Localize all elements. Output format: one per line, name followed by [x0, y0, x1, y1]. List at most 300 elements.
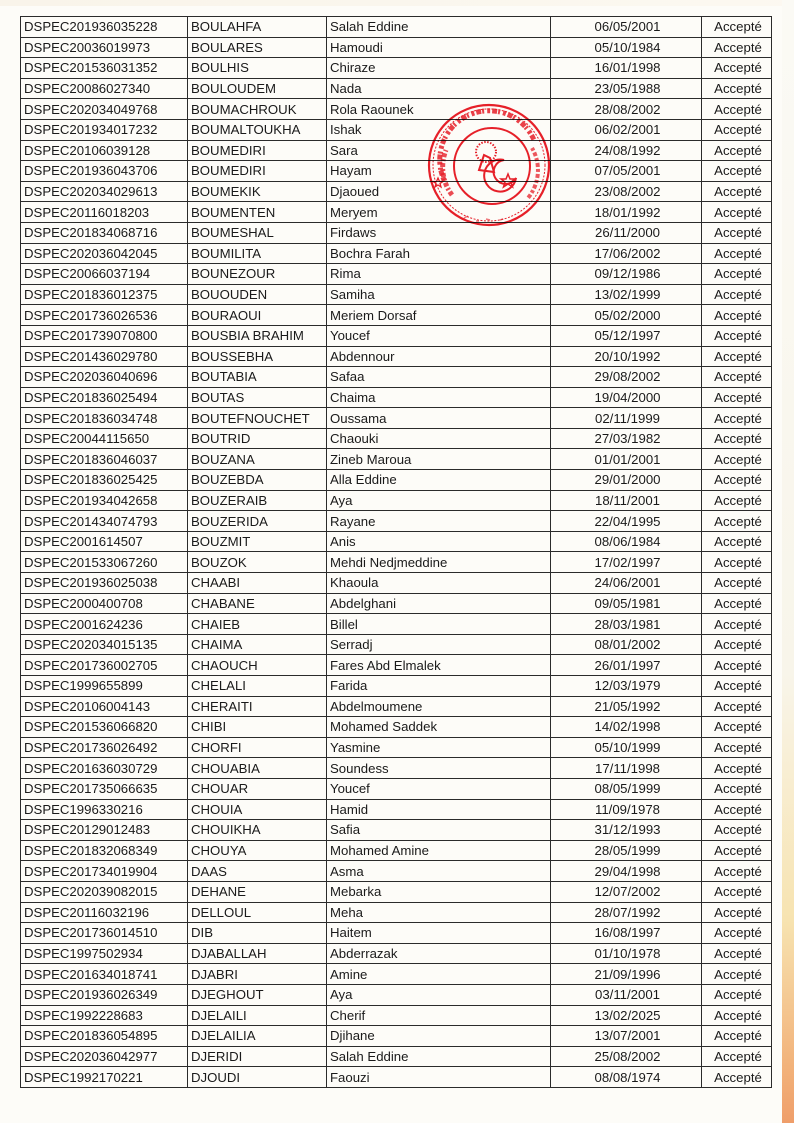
cell-id: DSPEC201936035228 — [21, 17, 188, 38]
cell-birth-date: 08/06/1984 — [551, 531, 702, 552]
cell-birth-date: 06/02/2001 — [551, 119, 702, 140]
cell-id: DSPEC201636030729 — [21, 758, 188, 779]
cell-first-name: Abdelghani — [327, 593, 551, 614]
cell-id: DSPEC202036042977 — [21, 1046, 188, 1067]
cell-birth-date: 27/03/1982 — [551, 428, 702, 449]
cell-last-name: BOULOUDEM — [188, 78, 327, 99]
table-row — [21, 490, 772, 511]
cell-birth-date: 08/05/1999 — [551, 778, 702, 799]
cell-first-name: Chaouki — [327, 428, 551, 449]
cell-id: DSPEC201832068349 — [21, 840, 188, 861]
table-row — [21, 614, 772, 635]
cell-id: DSPEC201634018741 — [21, 964, 188, 985]
cell-first-name: Aya — [327, 490, 551, 511]
cell-last-name: CHOUIKHA — [188, 820, 327, 841]
cell-first-name: Cherif — [327, 1005, 551, 1026]
table-row — [21, 1005, 772, 1026]
cell-first-name: Firdaws — [327, 222, 551, 243]
cell-status: Accepté — [702, 367, 772, 388]
cell-status: Accepté — [702, 676, 772, 697]
cell-status: Accepté — [702, 573, 772, 594]
cell-status: Accepté — [702, 243, 772, 264]
cell-id: DSPEC20106004143 — [21, 696, 188, 717]
table-row — [21, 573, 772, 594]
cell-status: Accepté — [702, 881, 772, 902]
table-row — [21, 346, 772, 367]
cell-birth-date: 09/12/1986 — [551, 264, 702, 285]
cell-birth-date: 06/05/2001 — [551, 17, 702, 38]
cell-birth-date: 14/02/1998 — [551, 717, 702, 738]
cell-last-name: BOUTAS — [188, 387, 327, 408]
table-row — [21, 37, 772, 58]
table-row — [21, 593, 772, 614]
cell-first-name: Chiraze — [327, 58, 551, 79]
cell-last-name: CHORFI — [188, 737, 327, 758]
cell-birth-date: 08/01/2002 — [551, 634, 702, 655]
cell-last-name: BOUMEKIK — [188, 181, 327, 202]
cell-id: DSPEC201836034748 — [21, 408, 188, 429]
table-row — [21, 181, 772, 202]
table-row — [21, 325, 772, 346]
cell-status: Accepté — [702, 284, 772, 305]
cell-birth-date: 21/09/1996 — [551, 964, 702, 985]
table-row — [21, 1046, 772, 1067]
cell-first-name: Djaoued — [327, 181, 551, 202]
cell-id: DSPEC1999655899 — [21, 676, 188, 697]
cell-last-name: BOUMILITA — [188, 243, 327, 264]
candidates-table — [20, 16, 772, 1088]
table-row — [21, 861, 772, 882]
cell-id: DSPEC1992170221 — [21, 1067, 188, 1088]
cell-first-name: Sara — [327, 140, 551, 161]
cell-birth-date: 16/08/1997 — [551, 923, 702, 944]
cell-status: Accepté — [702, 387, 772, 408]
cell-id: DSPEC201739070800 — [21, 325, 188, 346]
cell-birth-date: 13/07/2001 — [551, 1026, 702, 1047]
cell-status: Accepté — [702, 758, 772, 779]
cell-id: DSPEC201936025038 — [21, 573, 188, 594]
cell-first-name: Mebarka — [327, 881, 551, 902]
cell-status: Accepté — [702, 1005, 772, 1026]
table-row — [21, 1067, 772, 1088]
cell-first-name: Hayam — [327, 161, 551, 182]
cell-id: DSPEC201934017232 — [21, 119, 188, 140]
table-row — [21, 470, 772, 491]
cell-id: DSPEC20116032196 — [21, 902, 188, 923]
table-row — [21, 264, 772, 285]
cell-status: Accepté — [702, 840, 772, 861]
cell-first-name: Bochra Farah — [327, 243, 551, 264]
cell-birth-date: 24/06/2001 — [551, 573, 702, 594]
cell-last-name: DJABALLAH — [188, 943, 327, 964]
cell-first-name: Alla Eddine — [327, 470, 551, 491]
cell-birth-date: 28/08/2002 — [551, 99, 702, 120]
table-row — [21, 799, 772, 820]
cell-status: Accepté — [702, 119, 772, 140]
cell-first-name: Djihane — [327, 1026, 551, 1047]
cell-first-name: Mohamed Amine — [327, 840, 551, 861]
cell-last-name: CHAOUCH — [188, 655, 327, 676]
cell-status: Accepté — [702, 799, 772, 820]
cell-birth-date: 12/07/2002 — [551, 881, 702, 902]
cell-last-name: CHOUAR — [188, 778, 327, 799]
table-row — [21, 58, 772, 79]
cell-birth-date: 29/04/1998 — [551, 861, 702, 882]
cell-last-name: BOUZMIT — [188, 531, 327, 552]
cell-last-name: BOULAHFA — [188, 17, 327, 38]
cell-birth-date: 17/11/1998 — [551, 758, 702, 779]
cell-id: DSPEC201934042658 — [21, 490, 188, 511]
cell-status: Accepté — [702, 490, 772, 511]
cell-id: DSPEC201536066820 — [21, 717, 188, 738]
cell-status: Accepté — [702, 408, 772, 429]
cell-first-name: Abdelmoumene — [327, 696, 551, 717]
table-row — [21, 305, 772, 326]
cell-id: DSPEC20036019973 — [21, 37, 188, 58]
cell-last-name: BOUZANA — [188, 449, 327, 470]
cell-first-name: Zineb Maroua — [327, 449, 551, 470]
cell-status: Accepté — [702, 78, 772, 99]
cell-id: DSPEC201836054895 — [21, 1026, 188, 1047]
cell-first-name: Samiha — [327, 284, 551, 305]
cell-last-name: DELLOUL — [188, 902, 327, 923]
cell-status: Accepté — [702, 593, 772, 614]
cell-first-name: Aya — [327, 984, 551, 1005]
cell-last-name: BOUMEDIRI — [188, 140, 327, 161]
cell-birth-date: 29/01/2000 — [551, 470, 702, 491]
cell-status: Accepté — [702, 140, 772, 161]
cell-first-name: Yasmine — [327, 737, 551, 758]
cell-id: DSPEC202034015135 — [21, 634, 188, 655]
cell-status: Accepté — [702, 99, 772, 120]
cell-status: Accepté — [702, 449, 772, 470]
cell-status: Accepté — [702, 37, 772, 58]
cell-last-name: BOURAOUI — [188, 305, 327, 326]
table-row — [21, 140, 772, 161]
cell-id: DSPEC201836012375 — [21, 284, 188, 305]
cell-last-name: DJELAILIA — [188, 1026, 327, 1047]
cell-last-name: DEHANE — [188, 881, 327, 902]
cell-first-name: Billel — [327, 614, 551, 635]
cell-first-name: Mohamed Saddek — [327, 717, 551, 738]
cell-birth-date: 29/08/2002 — [551, 367, 702, 388]
cell-first-name: Faouzi — [327, 1067, 551, 1088]
cell-birth-date: 13/02/2025 — [551, 1005, 702, 1026]
cell-id: DSPEC20066037194 — [21, 264, 188, 285]
cell-id: DSPEC20086027340 — [21, 78, 188, 99]
cell-last-name: BOUZERAIB — [188, 490, 327, 511]
cell-birth-date: 16/01/1998 — [551, 58, 702, 79]
cell-status: Accepté — [702, 222, 772, 243]
cell-birth-date: 28/03/1981 — [551, 614, 702, 635]
cell-birth-date: 17/02/1997 — [551, 552, 702, 573]
cell-last-name: BOUTABIA — [188, 367, 327, 388]
cell-id: DSPEC201936026349 — [21, 984, 188, 1005]
cell-last-name: DJABRI — [188, 964, 327, 985]
cell-last-name: CHERAITI — [188, 696, 327, 717]
cell-last-name: BOUOUDEN — [188, 284, 327, 305]
cell-id: DSPEC202034049768 — [21, 99, 188, 120]
cell-id: DSPEC201434074793 — [21, 511, 188, 532]
cell-first-name: Serradj — [327, 634, 551, 655]
cell-id: DSPEC201836025425 — [21, 470, 188, 491]
cell-first-name: Haitem — [327, 923, 551, 944]
cell-birth-date: 02/11/1999 — [551, 408, 702, 429]
table-row — [21, 717, 772, 738]
cell-id: DSPEC2001614507 — [21, 531, 188, 552]
cell-first-name: Farida — [327, 676, 551, 697]
cell-id: DSPEC201736026492 — [21, 737, 188, 758]
cell-id: DSPEC2000400708 — [21, 593, 188, 614]
cell-first-name: Asma — [327, 861, 551, 882]
cell-id: DSPEC201736026536 — [21, 305, 188, 326]
cell-id: DSPEC201436029780 — [21, 346, 188, 367]
cell-birth-date: 01/01/2001 — [551, 449, 702, 470]
cell-last-name: BOUMEDIRI — [188, 161, 327, 182]
cell-status: Accepté — [702, 181, 772, 202]
table-row — [21, 531, 772, 552]
cell-status: Accepté — [702, 202, 772, 223]
table-row — [21, 202, 772, 223]
table-row — [21, 758, 772, 779]
cell-first-name: Youcef — [327, 325, 551, 346]
cell-id: DSPEC202034029613 — [21, 181, 188, 202]
cell-status: Accepté — [702, 305, 772, 326]
cell-id: DSPEC201536031352 — [21, 58, 188, 79]
cell-last-name: DJELAILI — [188, 1005, 327, 1026]
cell-first-name: Abderrazak — [327, 943, 551, 964]
cell-birth-date: 08/08/1974 — [551, 1067, 702, 1088]
cell-status: Accepté — [702, 346, 772, 367]
cell-status: Accepté — [702, 17, 772, 38]
table-row — [21, 634, 772, 655]
cell-last-name: BOUMALTOUKHA — [188, 119, 327, 140]
cell-last-name: BOUMENTEN — [188, 202, 327, 223]
table-row — [21, 655, 772, 676]
cell-status: Accepté — [702, 778, 772, 799]
cell-birth-date: 17/06/2002 — [551, 243, 702, 264]
cell-last-name: DJOUDI — [188, 1067, 327, 1088]
cell-birth-date: 28/05/1999 — [551, 840, 702, 861]
table-row — [21, 737, 772, 758]
cell-first-name: Safaa — [327, 367, 551, 388]
cell-first-name: Amine — [327, 964, 551, 985]
cell-id: DSPEC201834068716 — [21, 222, 188, 243]
cell-last-name: DIB — [188, 923, 327, 944]
cell-status: Accepté — [702, 470, 772, 491]
cell-first-name: Rayane — [327, 511, 551, 532]
table-row — [21, 923, 772, 944]
cell-last-name: DJEGHOUT — [188, 984, 327, 1005]
cell-birth-date: 20/10/1992 — [551, 346, 702, 367]
cell-id: DSPEC202039082015 — [21, 881, 188, 902]
cell-status: Accepté — [702, 614, 772, 635]
cell-birth-date: 23/05/1988 — [551, 78, 702, 99]
table-row — [21, 99, 772, 120]
cell-first-name: Anis — [327, 531, 551, 552]
cell-last-name: BOUSSEBHA — [188, 346, 327, 367]
table-row — [21, 881, 772, 902]
cell-first-name: Mehdi Nedjmeddine — [327, 552, 551, 573]
cell-first-name: Youcef — [327, 778, 551, 799]
cell-birth-date: 18/01/1992 — [551, 202, 702, 223]
cell-birth-date: 09/05/1981 — [551, 593, 702, 614]
cell-first-name: Rola Raounek — [327, 99, 551, 120]
cell-last-name: BOUZEBDA — [188, 470, 327, 491]
cell-birth-date: 05/02/2000 — [551, 305, 702, 326]
cell-first-name: Salah Eddine — [327, 1046, 551, 1067]
cell-status: Accepté — [702, 634, 772, 655]
cell-status: Accepté — [702, 861, 772, 882]
cell-id: DSPEC201736014510 — [21, 923, 188, 944]
cell-last-name: CHELALI — [188, 676, 327, 697]
cell-birth-date: 11/09/1978 — [551, 799, 702, 820]
table-row — [21, 840, 772, 861]
cell-first-name: Chaima — [327, 387, 551, 408]
cell-status: Accepté — [702, 943, 772, 964]
cell-status: Accepté — [702, 820, 772, 841]
cell-id: DSPEC201936043706 — [21, 161, 188, 182]
table-row — [21, 511, 772, 532]
table-row — [21, 428, 772, 449]
cell-first-name: Meriem Dorsaf — [327, 305, 551, 326]
cell-id: DSPEC202036040696 — [21, 367, 188, 388]
cell-first-name: Hamoudi — [327, 37, 551, 58]
cell-status: Accepté — [702, 923, 772, 944]
cell-status: Accepté — [702, 1067, 772, 1088]
cell-id: DSPEC201836025494 — [21, 387, 188, 408]
cell-last-name: CHOUYA — [188, 840, 327, 861]
cell-id: DSPEC201736002705 — [21, 655, 188, 676]
table-row — [21, 17, 772, 38]
cell-birth-date: 05/10/1984 — [551, 37, 702, 58]
cell-birth-date: 05/12/1997 — [551, 325, 702, 346]
scan-page-edge — [782, 0, 794, 1123]
cell-id: DSPEC201734019904 — [21, 861, 188, 882]
cell-birth-date: 03/11/2001 — [551, 984, 702, 1005]
cell-id: DSPEC201533067260 — [21, 552, 188, 573]
cell-id: DSPEC1996330216 — [21, 799, 188, 820]
cell-first-name: Fares Abd Elmalek — [327, 655, 551, 676]
cell-first-name: Salah Eddine — [327, 17, 551, 38]
cell-status: Accepté — [702, 1046, 772, 1067]
cell-birth-date: 13/02/1999 — [551, 284, 702, 305]
cell-last-name: BOUNEZOUR — [188, 264, 327, 285]
cell-status: Accepté — [702, 552, 772, 573]
cell-id: DSPEC20129012483 — [21, 820, 188, 841]
cell-birth-date: 07/05/2001 — [551, 161, 702, 182]
table-row — [21, 449, 772, 470]
cell-status: Accepté — [702, 984, 772, 1005]
cell-last-name: BOUZOK — [188, 552, 327, 573]
cell-birth-date: 24/08/1992 — [551, 140, 702, 161]
table-row — [21, 119, 772, 140]
cell-id: DSPEC201735066635 — [21, 778, 188, 799]
table-row — [21, 78, 772, 99]
cell-last-name: CHOUABIA — [188, 758, 327, 779]
cell-birth-date: 18/11/2001 — [551, 490, 702, 511]
cell-birth-date: 31/12/1993 — [551, 820, 702, 841]
cell-id: DSPEC201836046037 — [21, 449, 188, 470]
table-row — [21, 387, 772, 408]
cell-first-name: Khaoula — [327, 573, 551, 594]
cell-last-name: CHAABI — [188, 573, 327, 594]
cell-status: Accepté — [702, 161, 772, 182]
cell-first-name: Meha — [327, 902, 551, 923]
cell-last-name: BOUTRID — [188, 428, 327, 449]
cell-status: Accepté — [702, 964, 772, 985]
cell-last-name: BOUMESHAL — [188, 222, 327, 243]
cell-last-name: DAAS — [188, 861, 327, 882]
cell-last-name: BOUMACHROUK — [188, 99, 327, 120]
table-row — [21, 696, 772, 717]
cell-birth-date: 19/04/2000 — [551, 387, 702, 408]
table-row — [21, 902, 772, 923]
cell-first-name: Soundess — [327, 758, 551, 779]
table-row — [21, 984, 772, 1005]
cell-status: Accepté — [702, 325, 772, 346]
cell-last-name: CHOUIA — [188, 799, 327, 820]
cell-last-name: BOUSBIA BRAHIM — [188, 325, 327, 346]
cell-last-name: BOUZERIDA — [188, 511, 327, 532]
cell-status: Accepté — [702, 717, 772, 738]
scan-top-shadow — [0, 0, 794, 6]
table-row — [21, 284, 772, 305]
cell-id: DSPEC20106039128 — [21, 140, 188, 161]
cell-birth-date: 25/08/2002 — [551, 1046, 702, 1067]
table-row — [21, 943, 772, 964]
cell-status: Accepté — [702, 428, 772, 449]
cell-id: DSPEC20044115650 — [21, 428, 188, 449]
cell-last-name: CHAIMA — [188, 634, 327, 655]
cell-birth-date: 12/03/1979 — [551, 676, 702, 697]
cell-last-name: DJERIDI — [188, 1046, 327, 1067]
cell-status: Accepté — [702, 58, 772, 79]
cell-id: DSPEC202036042045 — [21, 243, 188, 264]
table-row — [21, 552, 772, 573]
cell-status: Accepté — [702, 696, 772, 717]
cell-first-name: Oussama — [327, 408, 551, 429]
cell-status: Accepté — [702, 737, 772, 758]
cell-last-name: BOULHIS — [188, 58, 327, 79]
table-row — [21, 964, 772, 985]
cell-first-name: Safia — [327, 820, 551, 841]
cell-first-name: Abdennour — [327, 346, 551, 367]
cell-birth-date: 22/04/1995 — [551, 511, 702, 532]
table-row — [21, 161, 772, 182]
cell-birth-date: 26/11/2000 — [551, 222, 702, 243]
table-row — [21, 367, 772, 388]
cell-status: Accepté — [702, 655, 772, 676]
table-row — [21, 676, 772, 697]
candidates-table-body — [21, 17, 772, 1088]
cell-first-name: Ishak — [327, 119, 551, 140]
cell-last-name: CHIBI — [188, 717, 327, 738]
cell-status: Accepté — [702, 1026, 772, 1047]
cell-status: Accepté — [702, 264, 772, 285]
cell-first-name: Rima — [327, 264, 551, 285]
table-row — [21, 222, 772, 243]
cell-birth-date: 21/05/1992 — [551, 696, 702, 717]
cell-id: DSPEC2001624236 — [21, 614, 188, 635]
cell-id: DSPEC1992228683 — [21, 1005, 188, 1026]
table-row — [21, 408, 772, 429]
table-row — [21, 778, 772, 799]
cell-birth-date: 28/07/1992 — [551, 902, 702, 923]
cell-last-name: BOUTEFNOUCHET — [188, 408, 327, 429]
cell-id: DSPEC20116018203 — [21, 202, 188, 223]
cell-first-name: Meryem — [327, 202, 551, 223]
